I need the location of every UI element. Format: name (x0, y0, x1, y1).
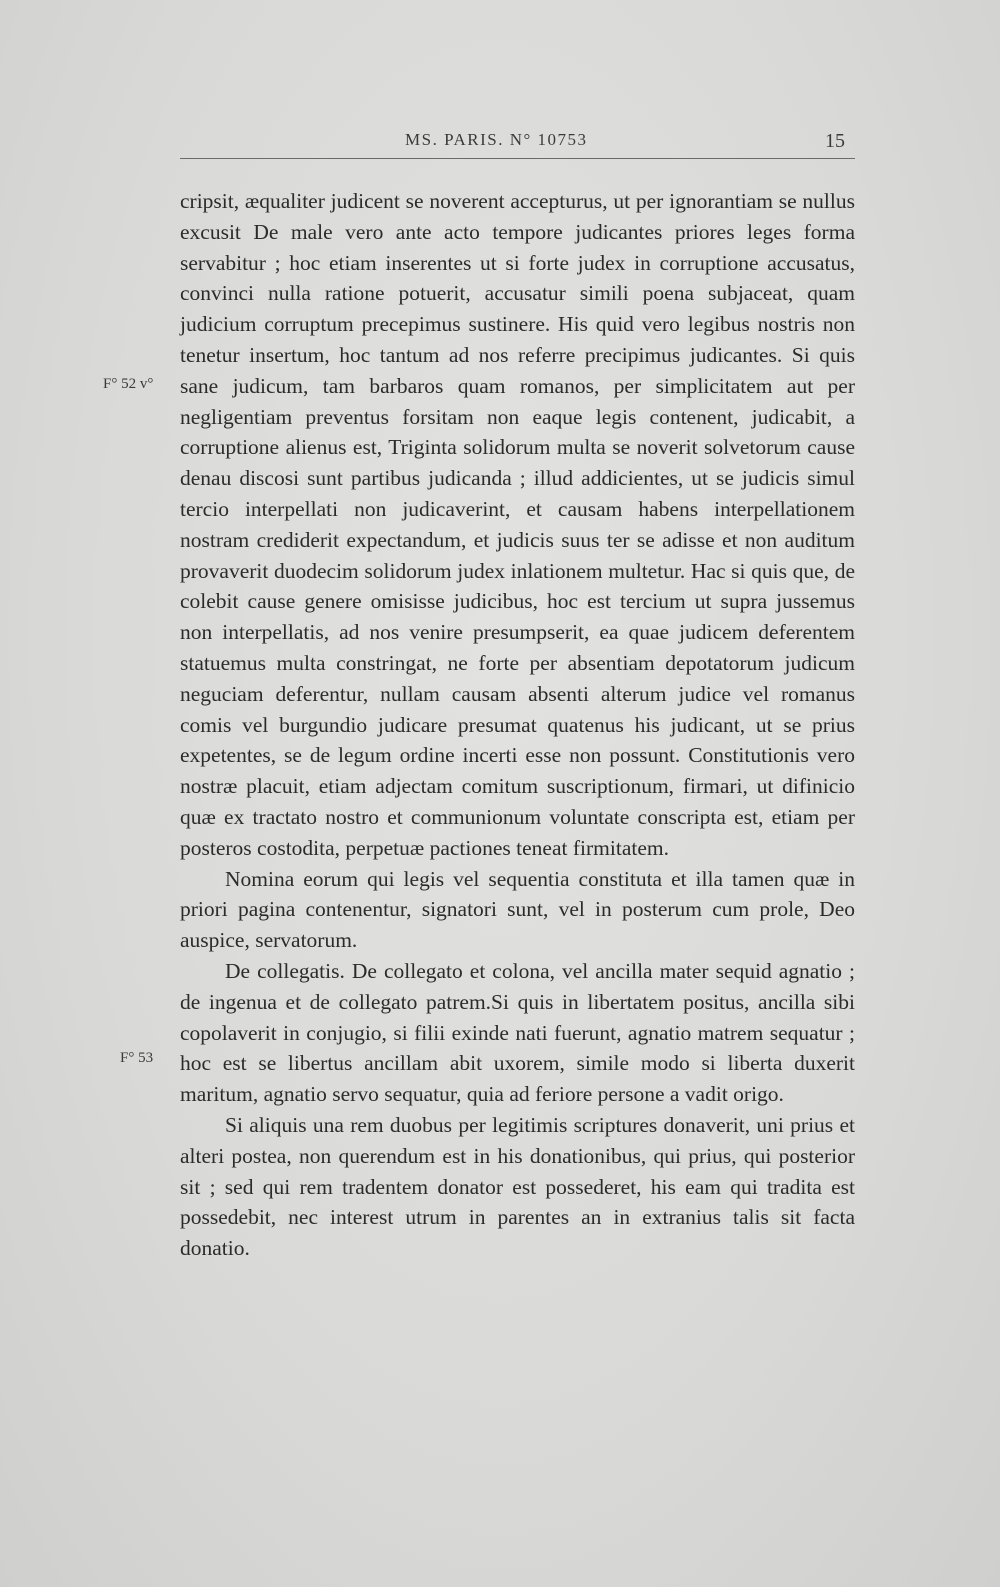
margin-note-folio-52v: F° 52 v° (103, 376, 154, 392)
paragraph-2: Nomina eorum qui legis vel sequentia constituta et illa tamen quæ in priori pagina contenentur, signatori sunt, vel in posterum cum prole, Deo auspice, servatorum. (180, 866, 855, 953)
page-header (180, 130, 855, 160)
margin-note-folio-53: F° 53 (120, 1050, 154, 1066)
page-number: 15 (825, 130, 845, 152)
header-rule (180, 158, 855, 159)
body-text (180, 186, 855, 1264)
paragraph-4: Si aliquis una rem duobus per legitimis scriptures donaverit, uni prius et alteri postea, non querendum est in his donationibus, qui prius, qui posterior sit ; sed qui rem tradentem donator est possederet, his eam qui tradita est possedebit, nec interest utrum in parentes an in extranius talis sit facta donatio. (180, 1112, 855, 1261)
paragraph-1: cripsit, æqualiter judicent se noverent accepturus, ut per ignorantiam se nullus excusit De male vero ante acto tempore judicantes priores leges forma servabitur ; hoc etiam inserentes ut si forte judex in corruptione accusatus, convinci nulla ratione potuerit, accusatur simili poena subjaceat, quam judicium corruptum precepimus sustinere. His quid vero legibus nostris non tenetur insertum, hoc tantum ad nos referre precipimus judicantes. Si quis sane judicum, tam barbaros quam romanos, per simplicitatem aut per negligentiam preventus forsitam non eaque legis contenent, judicabit, a corruptione alienus est, Triginta solidorum multa se noverit solvetorum cause denau discosi sunt partibus judicanda ; illud addicientes, ut se judicis simul tercio interpellati non judicaverint, et causam habens interpellationem nostram crediderit expectandum, et judicis suus ter se adisse et non auditum provaverit duodecim solidorum judex inlationem multetur. Hac si quis que, de colebit cause genere omisisse judicibus, hoc est tercium ut supra jussemus non interpellatis, ad nos venire presumpserit, ea quae judicem deferentem statuemus multa constringat, ne forte per absentiam depotatorum judicum neguciam deferentur, nullam causam absenti alterum judice vel romanus comis vel burgundio judicare presumat quatenus his judicant, ut se prius expetentes, se de legum ordine incerti esse non possunt. Constitutionis vero nostræ placuit, etiam adjectam comitum suscriptionum, firmari, ut difinicio quæ ex tractato nostro et communionum voluntate conscripta est, etiam per posteros costodita, perpetuæ pactiones teneat firmitatem. (180, 189, 855, 860)
running-head: MS. PARIS. N° 10753 (405, 130, 588, 149)
paragraph-3: De collegatis. De collegato et colona, vel ancilla mater sequid agnatio ; de ingenua et de collegato patrem.Si quis in libertatem positus, ancilla sibi copolaverit in conjugio, si filii exinde nati fuerunt, agnatio matrem sequatur ; hoc est se libertus ancillam abit uxorem, simile modo si liberta duxerit maritum, agnatio servo sequatur, quia ad feriore persone a vadit origo. (180, 958, 855, 1107)
